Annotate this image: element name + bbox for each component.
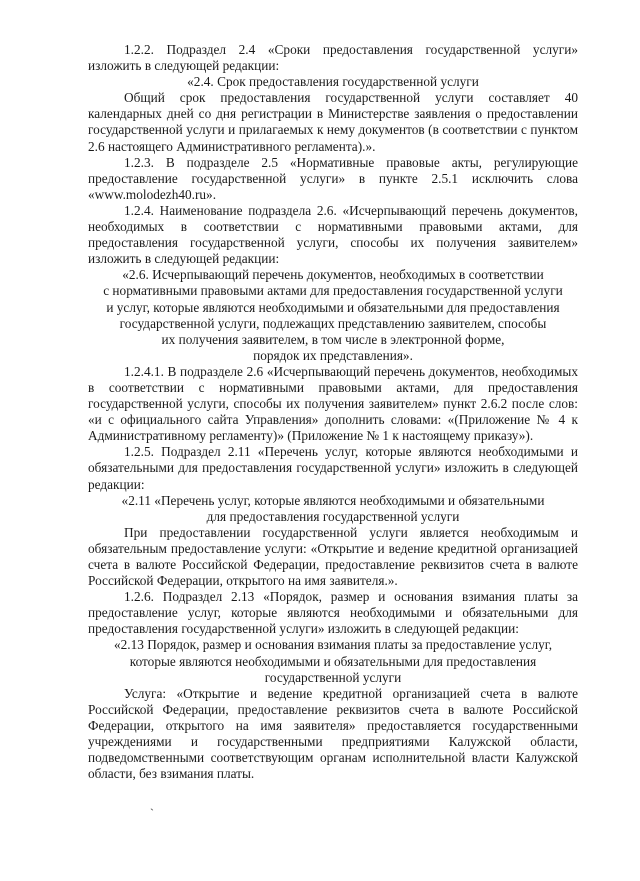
paragraph-1-2-4: 1.2.4. Наименование подраздела 2.6. «Исчерпывающий перечень документов, необходимых в соответствии с нормативными правовыми актами, для предоставления государственной услуги, способы их получения заявителем» изложить в следующей редакции: (88, 202, 578, 267)
heading-2-6-line-4: государственной услуги, подлежащих представлению заявителем, способы (119, 315, 547, 331)
heading-2-11-line-1: «2.11 «Перечень услуг, которые являются необходимыми и обязательными (121, 492, 545, 508)
heading-2-6-line-2: с нормативными правовыми актами для предоставления государственной услуги (103, 283, 563, 299)
heading-2-6-line-6: порядок их представления». (253, 347, 413, 363)
paragraph-1-2-5: 1.2.5. Подраздел 2.11 «Перечень услуг, которые являются необходимыми и обязательными для предоставления государственной услуги» изложить в следующей редакции: (88, 444, 578, 492)
paragraph-1-2-6: 1.2.6. Подраздел 2.13 «Порядок, размер и основания взимания платы за предоставление услуг, которые являются необходимыми и обязательными для предоставления государственной услуги» изложить в следующей редакции: (88, 589, 578, 637)
heading-2-13-line-2: которые являются необходимыми и обязательными для предоставления (129, 653, 537, 669)
paragraph-2-13-body: Услуга: «Открытие и ведение кредитной организацией счета в валюте Российской Федерации, предоставление реквизитов счета в валюте Российской Федерации, открытого на имя заявителя» предоставляется государственными учреждениями и государственными предприятиями Калужской области, подведомственными соответствующим органам исполнительной власти Калужской области, без взимания платы. (88, 685, 578, 782)
heading-2-13-line-1: «2.13 Порядок, размер и основания взимания платы за предоставление услуг, (113, 637, 553, 653)
heading-2-6-line-5: их получения заявителем, в том числе в электронной форме, (161, 331, 505, 347)
paragraph-2-4-body: Общий срок предоставления государственной услуги составляет 40 календарных дней со дня регистрации в Министерстве заявления о предоставлении государственной услуги и прилагаемых к нему документов (в соответствии с пунктом 2.6 настоящего Административного регламента).». (88, 90, 578, 154)
heading-2-13-line-3: государственной услуги (264, 669, 402, 685)
paragraph-1-2-4-1: 1.2.4.1. В подразделе 2.6 «Исчерпывающий перечень документов, необходимых в соответствии с нормативными правовыми актами, для предоставления государственной услуги, способы их получения заявителем» пункт 2.6.2 после слов: «и с официального сайта Управления» дополнить словами: «(Приложение № 4 к Административному регламенту)» (Приложение № 1 к настоящему приказу»). (88, 363, 578, 444)
heading-2-4: «2.4. Срок предоставления государственной услуги (187, 74, 479, 90)
paragraph-1-2-3: 1.2.3. В подразделе 2.5 «Нормативные правовые акты, регулирующие предоставление государственной услуги» в пункте 2.5.1 исключить слова «www.molodezh40.ru». (88, 154, 578, 202)
heading-2-6-line-1: «2.6. Исчерпывающий перечень документов, необходимых в соответствии (122, 267, 544, 283)
heading-2-11-line-2: для предоставления государственной услуги (206, 508, 460, 524)
document-page (88, 42, 578, 782)
heading-2-6-line-3: и услуг, которые являются необходимыми и обязательными для предоставления (106, 299, 560, 315)
stray-mark: ` (150, 806, 154, 820)
paragraph-2-11-body: При предоставлении государственной услуги является необходимым и обязательным предоставление услуги: «Открытие и ведение кредитной организацией счета в валюте Российской Федерации, предоставление реквизитов счета в валюте Российской Федерации, открытого на имя заявителя.». (88, 524, 578, 589)
paragraph-1-2-2: 1.2.2. Подраздел 2.4 «Сроки предоставления государственной услуги» изложить в следующей редакции: (88, 42, 578, 74)
